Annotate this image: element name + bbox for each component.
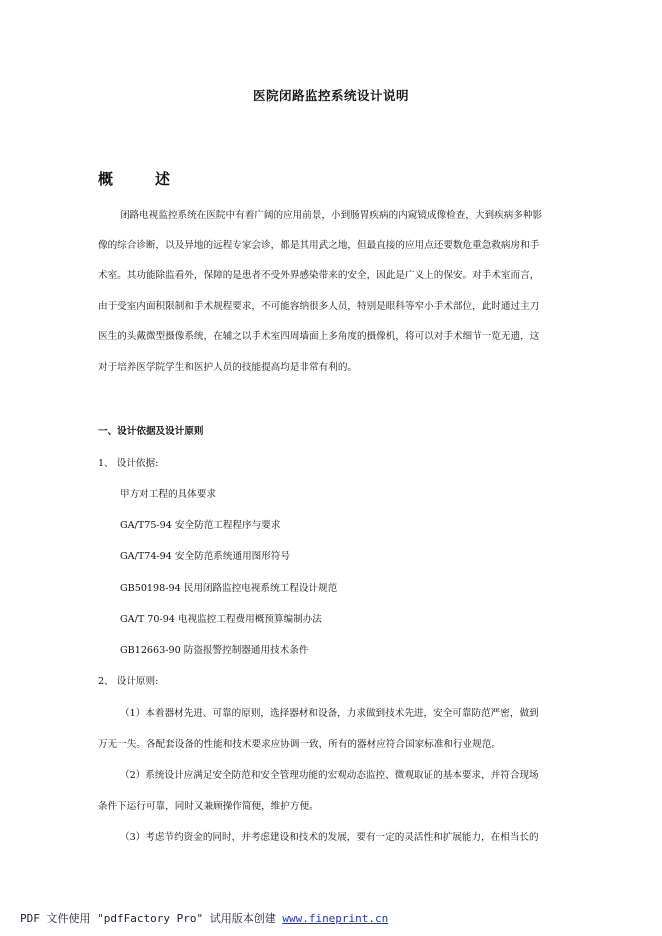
overview-line-2: 像的综合诊断，以及异地的远程专家会诊，都是其用武之地，但最直接的应用点还要数危重急救病房和手	[98, 240, 540, 251]
section1-heading: 一、设计依据及设计原则	[98, 426, 204, 437]
principle-2-line-2: 条件下运行可靠，同时又兼顾操作简便，维护方便。	[98, 801, 319, 812]
item2-label: 2、 设计原则:	[98, 676, 159, 687]
basis-item: GB50198-94 民用闭路监控电视系统工程设计规范	[120, 583, 338, 594]
basis-item: GA/T74-94 安全防范系统通用图形符号	[120, 551, 291, 562]
overview-heading-char-2: 述	[155, 170, 171, 188]
pdf-footer	[20, 910, 388, 926]
document-title: 医院闭路监控系统设计说明	[252, 88, 409, 103]
footer-link[interactable]: www.fineprint.cn	[282, 912, 389, 925]
principle-2-line-1: （2）系统设计应满足安全防范和安全管理功能的宏观动态监控、微观取证的基本要求，并符合现场	[120, 770, 539, 781]
basis-item: GA/T 70-94 电视监控工程费用概预算编制办法	[120, 614, 322, 625]
overview-line-3: 术室。其功能除监看外，保障的是患者不受外界感染带来的安全，因此是广义上的保安。对手术室而言，	[98, 270, 540, 281]
basis-item: 甲方对工程的具体要求	[120, 489, 216, 500]
overview-line-4: 由于受室内面积限制和手术规程要求，不可能容纳很多人员，特别是眼科等窄小手术部位，此时通过主刀	[98, 301, 540, 312]
overview-heading-char-1: 概	[98, 170, 114, 188]
item1-label: 1、 设计依据:	[98, 458, 159, 469]
overview-heading	[98, 168, 171, 189]
overview-line-6: 对于培养医学院学生和医护人员的技能提高均是非常有利的。	[98, 362, 358, 373]
principle-1-line-2: 万无一失。各配套设备的性能和技术要求应协调一致，所有的器材应符合国家标准和行业规范。	[98, 739, 501, 750]
basis-item: GA/T75-94 安全防范工程程序与要求	[120, 520, 281, 531]
principle-3-line-1: （3）考虑节约资金的同时，并考虑建设和技术的发展，要有一定的灵活性和扩展能力，在相当长的	[120, 832, 539, 843]
tiny-mark: .	[98, 116, 100, 121]
overview-line-5: 医生的头戴微型摄像系统，在辅之以手术室四周墙面上多角度的摄像机，将可以对手术细节一览无遗，这	[98, 331, 540, 342]
basis-item: GB12663-90 防盗报警控制器通用技术条件	[120, 645, 309, 656]
overview-line-1: 闭路电视监控系统在医院中有着广阔的应用前景，小到肠胃疾病的内窥镜成像检查，大到疾病多种影	[120, 210, 543, 221]
principle-1-line-1: （1）本着器材先进、可靠的原则，选择器材和设备，力求做到技术先进，安全可靠防范严密，做到	[120, 708, 539, 719]
footer-text: PDF 文件使用 "pdfFactory Pro" 试用版本创建	[20, 912, 283, 925]
